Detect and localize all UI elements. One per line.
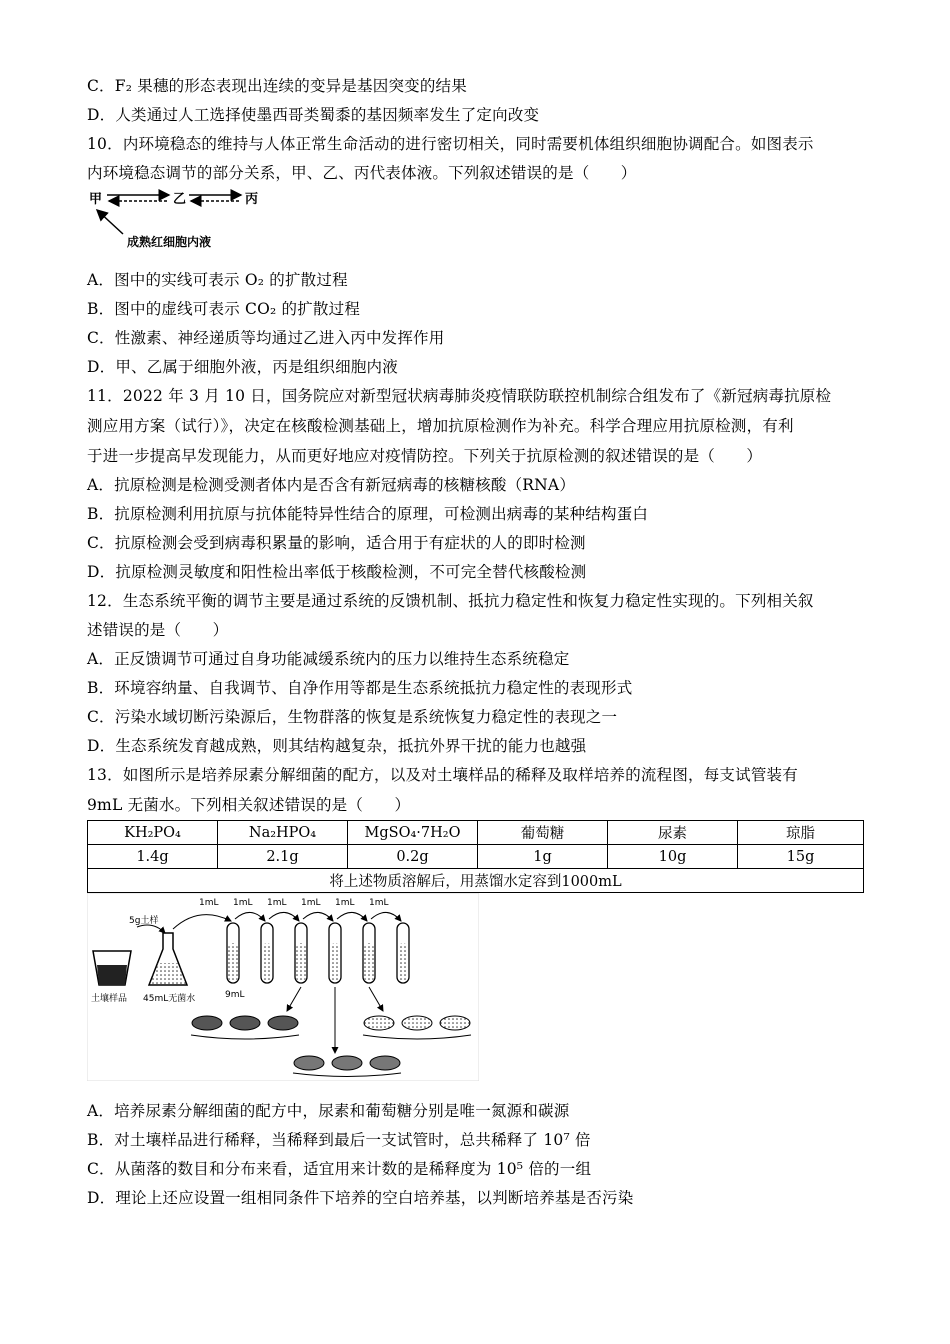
q13-option-a: A．培养尿素分解细菌的配方中，尿素和葡萄糖分别是唯一氮源和碳源 xyxy=(87,1102,570,1120)
label-transfer: 1mL xyxy=(233,898,253,908)
q11-option-b: B．抗原检测利用抗原与抗体能特异性结合的原理，可检测出病毒的某种结构蛋白 xyxy=(87,505,649,523)
dilution-flow-diagram xyxy=(87,893,479,1081)
q12-option-b: B．环境容纳量、自我调节、自净作用等都是生态系统抵抗力稳定性的表现形式 xyxy=(87,679,633,697)
q10-body-fluid-diagram xyxy=(87,186,287,254)
recipe-header: KH₂PO₄ xyxy=(88,821,218,845)
recipe-value-row xyxy=(88,845,864,869)
tube-2 xyxy=(261,923,273,983)
recipe-value: 0.2g xyxy=(348,845,478,869)
q13-option-b: B．对土壤样品进行稀释，当稀释到最后一支试管时，总共稀释了 10⁷ 倍 xyxy=(87,1131,591,1149)
q10-option-c: C．性激素、神经递质等均通过乙进入丙中发挥作用 xyxy=(87,329,445,347)
recipe-header-row xyxy=(88,821,864,845)
label-transfer: 1mL xyxy=(335,898,355,908)
q10-option-d: D．甲、乙属于细胞外液，丙是组织细胞内液 xyxy=(87,358,398,376)
q10-option-b: B．图中的虚线可表示 CO₂ 的扩散过程 xyxy=(87,300,361,318)
q11-option-c: C．抗原检测会受到病毒积累量的影响，适合用于有症状的人的即时检测 xyxy=(87,534,586,552)
label-five-g: 5g土样 xyxy=(129,916,159,926)
q13-stem-line2: 9mL 无菌水。下列相关叙述错误的是（ ） xyxy=(87,796,411,814)
q12-stem-line1: 12．生态系统平衡的调节主要是通过系统的反馈机制、抵抗力稳定性和恢复力稳定性实现的。下列相关叙 xyxy=(87,592,814,610)
q13-option-c: C．从菌落的数目和分布来看，适宜用来计数的是稀释度为 10⁵ 倍的一组 xyxy=(87,1160,592,1178)
q9-option-c: C．F₂ 果穗的形态表现出连续的变异是基因突变的结果 xyxy=(87,77,467,95)
recipe-footer-row xyxy=(88,869,864,893)
q10-option-a: A．图中的实线可表示 O₂ 的扩散过程 xyxy=(87,271,348,289)
recipe-value: 1g xyxy=(478,845,608,869)
q9-option-d: D．人类通过人工选择使墨西哥类蜀黍的基因频率发生了定向改变 xyxy=(87,106,540,124)
label-flask: 45mL无菌水 xyxy=(143,994,196,1004)
q13-stem-line1: 13．如图所示是培养尿素分解细菌的配方，以及对土壤样品的稀释及取样培养的流程图，每支试管装有 xyxy=(87,766,798,784)
q12-option-a: A．正反馈调节可通过自身功能减缓系统内的压力以维持生态系统稳定 xyxy=(87,650,570,668)
q11-option-d: D．抗原检测灵敏度和阳性检出率低于核酸检测，不可完全替代核酸检测 xyxy=(87,563,587,581)
q12-option-c: C．污染水域切断污染源后，生物群落的恢复是系统恢复力稳定性的表现之一 xyxy=(87,708,618,726)
tube-1 xyxy=(227,923,239,983)
dense-plates xyxy=(191,1016,299,1039)
q11-stem-line1: 11．2022 年 3 月 10 日，国务院应对新型冠状病毒肺炎疫情联防联控机制综合组发布了《新冠病毒抗原检 xyxy=(87,387,832,405)
label-soil-sample: 土壤样品 xyxy=(91,994,128,1004)
q10-stem-line1: 10．内环境稳态的维持与人体正常生命活动的进行密切相关，同时需要机体组织细胞协调配合。如图表示 xyxy=(87,135,814,153)
dilution-tubes xyxy=(227,923,409,983)
q13-option-d: D．理论上还应设置一组相同条件下培养的空白培养基，以判断培养基是否污染 xyxy=(87,1189,634,1207)
recipe-header: 琼脂 xyxy=(738,821,864,845)
label-transfer: 1mL xyxy=(301,898,321,908)
diagram-label-yi: 乙 xyxy=(173,192,187,207)
label-transfer: 1mL xyxy=(199,898,219,908)
q12-stem-line2: 述错误的是（ ） xyxy=(87,621,229,639)
tube-6 xyxy=(397,923,409,983)
recipe-value: 10g xyxy=(608,845,738,869)
tube-5 xyxy=(363,923,375,983)
recipe-header: MgSO₄·7H₂O xyxy=(348,821,478,845)
arrow-cell-to-jia xyxy=(97,210,123,234)
recipe-header: Na₂HPO₄ xyxy=(218,821,348,845)
diagram-label-jia: 甲 xyxy=(89,192,103,207)
label-transfer: 1mL xyxy=(267,898,287,908)
tube-4 xyxy=(329,923,341,983)
middle-plates xyxy=(293,1056,401,1077)
tube-3 xyxy=(295,923,307,983)
q12-option-d: D．生态系统发育越成熟，则其结构越复杂，抵抗外界干扰的能力也越强 xyxy=(87,737,587,755)
diagram-label-cell: 成熟红细胞内液 xyxy=(127,235,212,249)
q11-stem-line2: 测应用方案（试行）》，决定在核酸检测基础上，增加抗原检测作为补充。科学合理应用抗原检测，有利 xyxy=(87,417,794,435)
recipe-table xyxy=(87,820,864,893)
label-tube-volume: 9mL xyxy=(225,990,245,1000)
recipe-value: 1.4g xyxy=(88,845,218,869)
q11-stem-line3: 于进一步提高早发现能力，从而更好地应对疫情防控。下列关于抗原检测的叙述错误的是（ ） xyxy=(87,447,763,465)
transfer-arrows xyxy=(173,912,401,929)
recipe-footer: 将上述物质溶解后，用蒸馏水定容到1000mL xyxy=(88,869,864,893)
recipe-value: 15g xyxy=(738,845,864,869)
recipe-value: 2.1g xyxy=(218,845,348,869)
q10-stem-line2: 内环境稳态调节的部分关系，甲、乙、丙代表体液。下列叙述错误的是（ ） xyxy=(87,164,637,182)
sparse-plates xyxy=(363,1016,471,1039)
label-transfer: 1mL xyxy=(369,898,389,908)
recipe-header: 葡萄糖 xyxy=(478,821,608,845)
diagram-label-bing: 丙 xyxy=(245,192,259,207)
recipe-header: 尿素 xyxy=(608,821,738,845)
q11-option-a: A．抗原检测是检测受测者体内是否含有新冠病毒的核糖核酸（RNA） xyxy=(87,476,576,494)
